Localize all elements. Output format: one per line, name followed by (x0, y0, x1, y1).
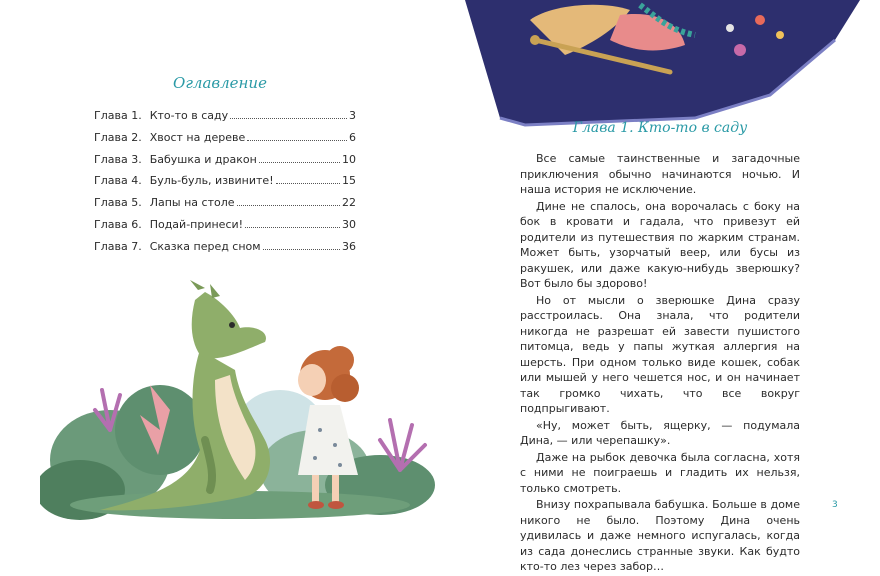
toc-row (94, 174, 356, 196)
toc-row (94, 240, 356, 262)
paragraph: «Ну, может быть, ящерку, — подумала Дина, — или черепашку». (520, 418, 800, 447)
toc-chapter: Глава 2. (94, 130, 142, 144)
toc-chapter: Глава 7. (94, 239, 142, 253)
toc-chapter: Глава 3. (94, 152, 142, 166)
chapter-body (520, 151, 800, 576)
toc-row (94, 109, 356, 131)
page-number: 3 (832, 500, 838, 510)
toc-leader-dots (245, 226, 340, 228)
toc-page-number: 30 (342, 217, 356, 231)
toc-row (94, 218, 356, 240)
toc-page-number: 10 (342, 152, 356, 166)
paragraph: Внизу похрапывала бабушка. Больше в доме никого не было. Поэтому Дина очень удивилась и даже немного испугалась, когда из сада донеслись странные звуки. Как будто кто-то лез через забор… (520, 498, 800, 573)
paragraph: Все самые таинственные и загадочные приключения обычно начинаются ночью. И наша история не исключение. (520, 152, 800, 196)
toc-leader-dots (230, 117, 347, 119)
toc-title: Оглавление (173, 74, 267, 92)
toc-chapter-title: Кто-то в саду (149, 109, 229, 122)
toc-leader-dots (259, 161, 340, 163)
toc-page-number: 22 (342, 196, 356, 210)
toc-chapter-title: Бабушка и дракон (149, 152, 257, 166)
toc-page-number: 15 (342, 174, 356, 188)
toc-row (94, 196, 356, 218)
paragraph: Дине не спалось, она ворочалась с боку на бок в кровати и гадала, что привезут ей родители из путешествия по жарким странам. Может быть, узорчатый веер, или бусы из ракушек, или даже какую-нибудь зверюшку? Вот было бы здорово! (520, 199, 800, 290)
table-of-contents (94, 109, 356, 262)
left-page (0, 0, 440, 550)
toc-chapter: Глава 5. (94, 196, 142, 210)
chapter-title: Глава 1. Кто-то в саду (572, 120, 748, 136)
toc-page-number: 36 (342, 239, 356, 253)
toc-chapter-title: Подай-принеси! (149, 217, 244, 231)
toc-row (94, 131, 356, 153)
right-page (440, 0, 880, 573)
toc-page-number: 3 (349, 109, 356, 122)
toc-leader-dots (276, 182, 340, 184)
toc-row (94, 153, 356, 175)
toc-leader-dots (247, 139, 347, 141)
paragraph: Но от мысли о зверюшке Дина сразу расстроилась. Она знала, что родители никогда не разрешат ей завести пушистого питомца, ведь у папы жуткая аллергия на шерсть. При одном только виде кошек, собак или мышей у него чешется нос, и он начинает так громко чихать, что все вокруг подпрыгивают. (520, 293, 800, 415)
toc-leader-dots (237, 204, 340, 206)
toc-chapter: Глава 6. (94, 217, 142, 231)
toc-chapter-title: Хвост на дереве (149, 130, 246, 144)
toc-chapter-title: Сказка перед сном (149, 239, 261, 253)
dragon-and-girl-illustration (40, 280, 440, 525)
toc-leader-dots (263, 248, 340, 250)
toc-chapter: Глава 1. (94, 109, 142, 122)
fabric-with-fan-illustration (440, 0, 880, 135)
toc-chapter: Глава 4. (94, 174, 142, 188)
paragraph: Даже на рыбок девочка была согласна, хотя с ними не поиграешь и гладить их нельзя, только смотреть. (520, 450, 800, 495)
toc-page-number: 6 (349, 130, 356, 144)
toc-chapter-title: Буль-буль, извините! (149, 174, 274, 188)
toc-chapter-title: Лапы на столе (149, 196, 235, 210)
